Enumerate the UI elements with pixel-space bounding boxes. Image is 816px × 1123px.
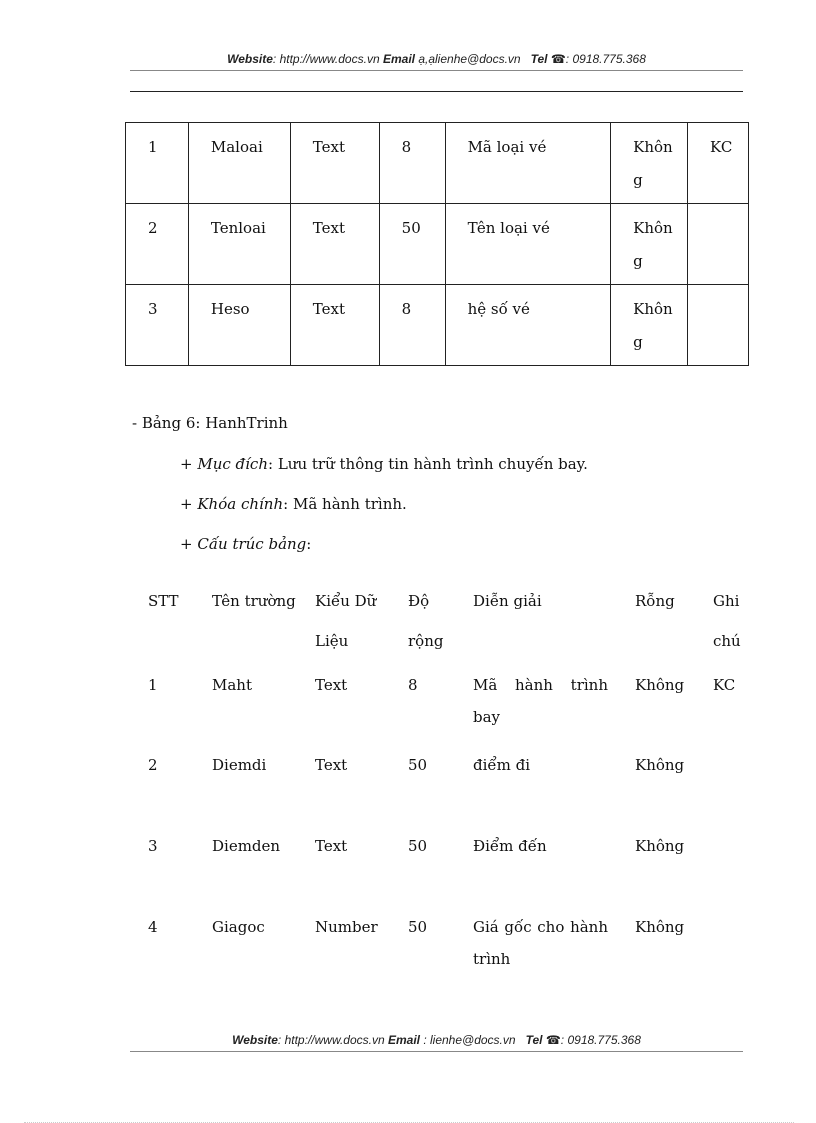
email-value[interactable]: : lienhe@docs.vn xyxy=(420,1033,516,1047)
key-label: Khóa chính xyxy=(197,495,284,513)
cell-width: 8 xyxy=(408,676,418,694)
header-divider xyxy=(130,91,743,92)
website-label: Website xyxy=(227,52,273,66)
cell-stt: 4 xyxy=(148,918,158,936)
cell-stt: 3 xyxy=(126,285,189,366)
email-label: Email xyxy=(387,1033,420,1047)
header-type: Kiểu Dữ Liệu xyxy=(315,592,377,650)
cell-width: 50 xyxy=(408,756,428,774)
page-footer xyxy=(130,1033,743,1047)
website-label: Website xyxy=(232,1033,278,1047)
cell-desc: điểm đi xyxy=(473,756,531,774)
cell-desc: Mã loại vé xyxy=(445,123,611,204)
fields-table-loaive xyxy=(125,122,749,366)
cell-null: Không xyxy=(635,918,685,936)
purpose-line: + Mục đích: Lưu trữ thông tin hành trình chuyến bay. xyxy=(180,455,588,473)
header-width: Độ rộng xyxy=(408,592,444,650)
cell-field: Giagoc xyxy=(212,918,265,936)
cell-field: Diemdi xyxy=(212,756,267,774)
header-field: Tên trường xyxy=(212,592,296,610)
section-prefix: - Bảng 6: xyxy=(132,414,206,432)
header-desc: Diễn giải xyxy=(473,592,542,610)
phone-icon: ☎ xyxy=(550,52,566,66)
structure-line: + Cấu trúc bảng: xyxy=(180,535,312,553)
website-url[interactable]: : http://www.docs.vn xyxy=(277,1033,385,1047)
table-row xyxy=(126,285,749,366)
header-stt: STT xyxy=(148,592,179,610)
cell-desc: Tên loại vé xyxy=(445,204,611,285)
cell-width: 50 xyxy=(408,918,428,936)
section-table-name: HanhTrinh xyxy=(205,414,288,432)
cell-stt: 3 xyxy=(148,837,158,855)
cell-stt: 1 xyxy=(126,123,189,204)
table-row xyxy=(126,123,749,204)
cell-desc: Giá gốc cho hành trình xyxy=(473,918,608,968)
cell-type: Number xyxy=(315,918,378,936)
cell-desc: Điểm đến xyxy=(473,837,547,855)
structure-label: Cấu trúc bảng xyxy=(197,535,307,553)
cell-width: 50 xyxy=(408,837,428,855)
tel-value: : 0918.775.368 xyxy=(565,52,646,66)
cell-null: Không xyxy=(611,204,688,285)
key-line: + Khóa chính: Mã hành trình. xyxy=(180,495,407,513)
header-null: Rỗng xyxy=(635,592,675,610)
cell-desc: hệ số vé xyxy=(445,285,611,366)
header-note: Ghi chú xyxy=(713,592,741,650)
section-heading xyxy=(132,414,288,432)
cell-field: Tenloai xyxy=(188,204,290,285)
email-label: Email xyxy=(382,52,415,66)
cell-null: Không xyxy=(611,285,688,366)
cell-stt: 2 xyxy=(148,756,158,774)
footer-rule xyxy=(130,1051,743,1052)
tel-label: Tel xyxy=(525,1033,543,1047)
purpose-label: Mục đích xyxy=(197,455,268,473)
cell-desc: Mã hành trình bay xyxy=(473,676,608,726)
cell-type: Text xyxy=(315,837,348,855)
cell-width: 8 xyxy=(379,285,445,366)
cell-field: Diemden xyxy=(212,837,281,855)
cell-type: Text xyxy=(290,285,379,366)
cell-width: 8 xyxy=(379,123,445,204)
key-text: : Mã hành trình. xyxy=(283,495,407,513)
cell-width: 50 xyxy=(379,204,445,285)
cell-note: KC xyxy=(688,123,749,204)
purpose-text: : Lưu trữ thông tin hành trình chuyến bay. xyxy=(268,455,588,473)
cell-type: Text xyxy=(290,123,379,204)
cell-stt: 1 xyxy=(148,676,158,694)
email-value[interactable]: ạ,ạlienhe@docs.vn xyxy=(418,52,521,66)
tel-label: Tel xyxy=(530,52,548,66)
website-url[interactable]: : http://www.docs.vn xyxy=(272,52,380,66)
page-header xyxy=(130,52,743,66)
cell-note xyxy=(688,285,749,366)
cell-null: Không xyxy=(635,676,685,694)
tel-value: : 0918.775.368 xyxy=(560,1033,641,1047)
cell-null: Không xyxy=(635,756,685,774)
cell-stt: 2 xyxy=(126,204,189,285)
cell-field: Maht xyxy=(212,676,252,694)
cell-null: Không xyxy=(611,123,688,204)
cell-null: Không xyxy=(635,837,685,855)
phone-icon: ☎ xyxy=(545,1033,561,1047)
cell-type: Text xyxy=(315,676,348,694)
cell-note: KC xyxy=(713,676,736,694)
cell-note xyxy=(688,204,749,285)
table-row xyxy=(126,204,749,285)
structure-text: : xyxy=(306,535,312,553)
cell-field: Heso xyxy=(188,285,290,366)
cell-type: Text xyxy=(290,204,379,285)
cell-field: Maloai xyxy=(188,123,290,204)
header-rule xyxy=(130,70,743,71)
cell-type: Text xyxy=(315,756,348,774)
